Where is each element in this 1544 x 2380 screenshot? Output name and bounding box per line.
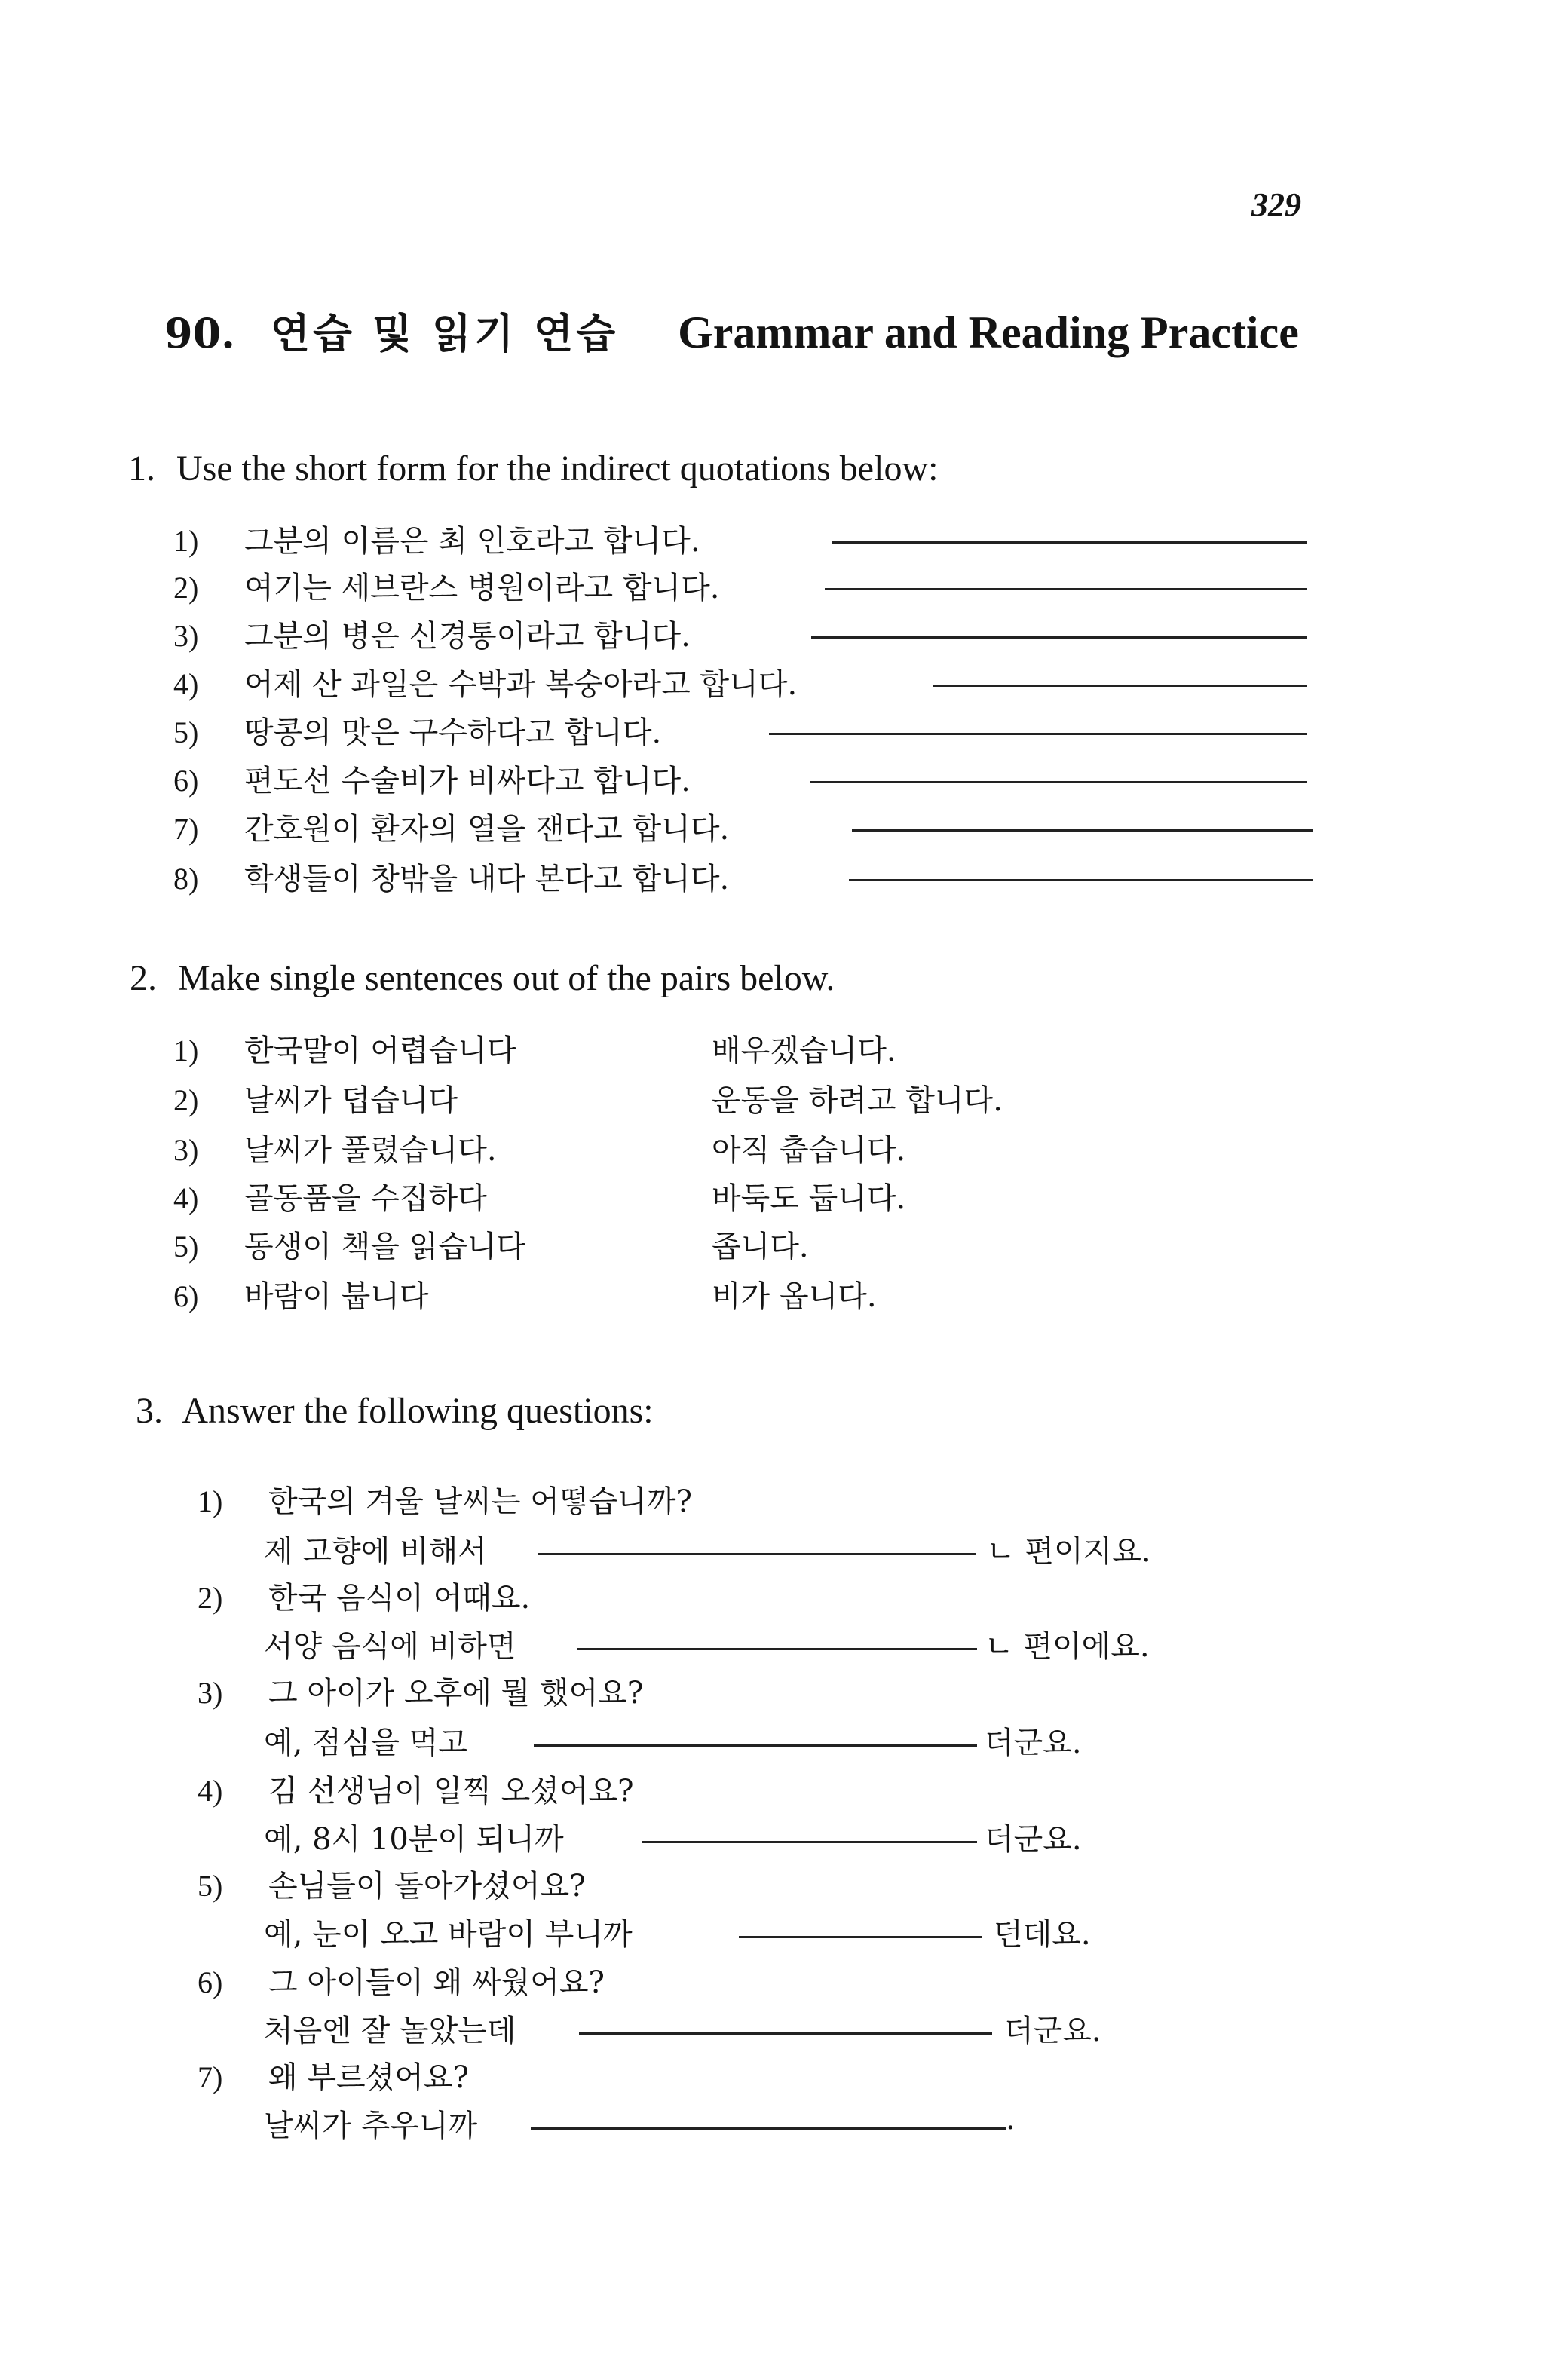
- exercise-1-item: [173, 612, 691, 655]
- item-number: 6): [173, 1279, 199, 1313]
- item-left-sentence: 한국말이 어렵습니다: [244, 1034, 516, 1068]
- item-number: 2): [198, 1581, 223, 1615]
- item-number: 5): [173, 715, 199, 749]
- answer-blank[interactable]: [811, 636, 1307, 639]
- section-1-number: 1.: [128, 449, 155, 489]
- item-text: 그분의 병은 신경통이라고 합니다.: [244, 619, 691, 654]
- item-right-sentence: 운동을 하려고 합니다.: [712, 1083, 1003, 1118]
- answer-prompt: 제 고향에 비해서: [264, 1534, 487, 1569]
- item-number: 1): [173, 524, 199, 558]
- question-text: 한국 음식이 어때요.: [268, 1581, 531, 1616]
- item-number: 4): [173, 667, 199, 701]
- answer-blank[interactable]: [832, 541, 1307, 544]
- exercise-2-item: [173, 1223, 525, 1266]
- item-left-sentence: 골동품을 수집하다: [244, 1181, 487, 1216]
- section-3-instruction: Answer the following questions:: [182, 1391, 654, 1431]
- item-right-sentence: 배우겠습니다.: [712, 1034, 896, 1068]
- item-right-sentence: 바둑도 둡니다.: [712, 1181, 906, 1216]
- item-number: 7): [173, 812, 199, 846]
- answer-blank[interactable]: [933, 685, 1307, 687]
- question: [198, 1767, 634, 1810]
- answer-blank[interactable]: [849, 879, 1313, 881]
- exercise-1-item: [173, 757, 691, 800]
- question-text: 김 선생님이 일찍 오셨어요?: [268, 1774, 634, 1809]
- question-text: 그 아이들이 왜 싸웠어요?: [268, 1965, 605, 2000]
- exercise-1-item: [173, 564, 719, 607]
- item-text: 그분의 이름은 최 인호라고 합니다.: [244, 524, 700, 559]
- exercise-1-item: [173, 709, 661, 752]
- item-number: 1): [173, 1034, 199, 1067]
- item-number: 8): [173, 862, 199, 896]
- answer-blank[interactable]: [577, 1648, 977, 1650]
- exercise-2-item: [173, 1027, 516, 1070]
- exercise-2-item: [173, 1273, 429, 1316]
- exercise-2-item: [173, 1175, 487, 1218]
- answer-blank[interactable]: [825, 588, 1307, 590]
- item-number: 3): [173, 619, 199, 653]
- lesson-title-english: Grammar and Reading Practice: [678, 308, 1299, 357]
- answer-suffix: 더군요.: [985, 1822, 1082, 1857]
- question: [198, 1478, 692, 1521]
- item-left-sentence: 날씨가 풀렸습니다.: [244, 1133, 497, 1168]
- question-text: 그 아이가 오후에 뭘 했어요?: [268, 1676, 644, 1711]
- question: [198, 1862, 586, 1905]
- exercise-1-item: [173, 805, 729, 848]
- item-text: 편도선 수술비가 비싸다고 합니다.: [244, 764, 691, 798]
- answer-blank[interactable]: [852, 829, 1313, 832]
- item-number: 4): [198, 1774, 223, 1808]
- section-2-number: 2.: [130, 958, 157, 998]
- item-number: 6): [173, 764, 199, 798]
- item-left-sentence: 날씨가 덥습니다: [244, 1083, 458, 1118]
- exercise-1-item: [173, 855, 729, 898]
- lesson-number: 90.: [164, 309, 235, 357]
- exercise-2-item: [173, 1126, 497, 1169]
- item-number: 4): [173, 1181, 199, 1215]
- answer-prompt: 예, 8시 10분이 되니까: [264, 1822, 564, 1857]
- question: [198, 1574, 530, 1617]
- item-number: 5): [198, 1869, 223, 1903]
- item-text: 간호원이 환자의 열을 잰다고 합니다.: [244, 812, 730, 847]
- answer-blank[interactable]: [739, 1936, 982, 1938]
- item-left-sentence: 동생이 책을 읽습니다: [244, 1230, 526, 1264]
- answer-suffix: 더군요.: [985, 1726, 1082, 1760]
- answer-prompt: 예, 눈이 오고 바람이 부니까: [264, 1917, 633, 1952]
- answer-blank[interactable]: [579, 2032, 992, 2035]
- item-number: 7): [198, 2060, 223, 2094]
- question: [198, 1669, 643, 1712]
- item-right-sentence: 아직 춥습니다.: [712, 1133, 906, 1168]
- item-text: 땅콩의 맛은 구수하다고 합니다.: [244, 715, 662, 750]
- item-text: 학생들이 창밖을 내다 본다고 합니다.: [244, 862, 730, 896]
- question-text: 한국의 겨울 날씨는 어떻습니까?: [268, 1484, 692, 1519]
- answer-suffix: ㄴ 편이에요.: [985, 1629, 1150, 1664]
- lesson-title-korean: 연습 및 읽기 연습: [270, 309, 619, 357]
- section-2-instruction: Make single sentences out of the pairs below.: [178, 958, 835, 998]
- item-right-sentence: 비가 옵니다.: [712, 1279, 877, 1314]
- exercise-1-item: [173, 660, 797, 703]
- item-number: 6): [198, 1965, 223, 1999]
- answer-blank[interactable]: [531, 2127, 1006, 2130]
- answer-prompt: 처음엔 잘 놀았는데: [264, 2014, 516, 2048]
- item-number: 3): [173, 1133, 199, 1167]
- answer-prompt: 서양 음식에 비하면: [264, 1629, 516, 1664]
- answer-suffix: 더군요.: [1004, 2014, 1101, 2048]
- item-text: 여기는 세브란스 병원이라고 합니다.: [244, 571, 720, 605]
- section-2-heading: [130, 957, 835, 999]
- answer-prompt: 날씨가 추우니까: [264, 2109, 478, 2143]
- item-left-sentence: 바람이 붑니다: [244, 1279, 429, 1314]
- answer-blank[interactable]: [538, 1553, 976, 1555]
- section-3-heading: [136, 1390, 654, 1432]
- answer-suffix: 던데요.: [994, 1917, 1091, 1952]
- exercise-1-item: [173, 517, 700, 560]
- answer-blank[interactable]: [642, 1841, 977, 1843]
- answer-blank[interactable]: [534, 1744, 977, 1747]
- item-number: 1): [198, 1484, 223, 1518]
- item-number: 2): [173, 1083, 199, 1117]
- item-right-sentence: 좁니다.: [712, 1230, 809, 1264]
- exercise-2-item: [173, 1077, 458, 1120]
- answer-suffix: .: [1006, 2102, 1016, 2136]
- item-text: 어제 산 과일은 수박과 복숭아라고 합니다.: [244, 667, 798, 702]
- section-3-number: 3.: [136, 1391, 163, 1431]
- question: [198, 1959, 605, 2002]
- answer-blank[interactable]: [769, 733, 1307, 735]
- question-text: 왜 부르셨어요?: [268, 2060, 469, 2095]
- lesson-title: [164, 302, 1299, 360]
- page-number: 329: [1251, 186, 1301, 223]
- answer-blank[interactable]: [810, 781, 1307, 783]
- item-number: 2): [173, 571, 199, 605]
- section-1-instruction: Use the short form for the indirect quotations below:: [176, 449, 939, 489]
- item-number: 5): [173, 1230, 199, 1264]
- question-text: 손님들이 돌아가셨어요?: [268, 1869, 586, 1904]
- question: [198, 2054, 469, 2097]
- answer-suffix: ㄴ 편이지요.: [986, 1534, 1151, 1569]
- item-number: 3): [198, 1676, 223, 1710]
- answer-prompt: 예, 점심을 먹고: [264, 1726, 467, 1760]
- section-1-heading: [128, 448, 938, 489]
